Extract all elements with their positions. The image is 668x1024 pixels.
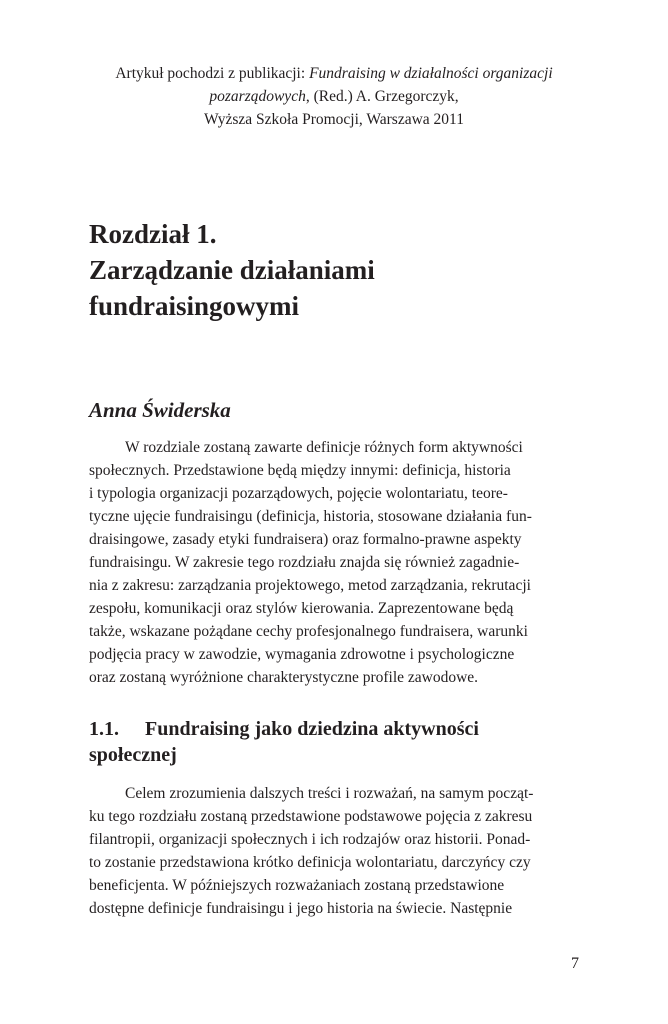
- intro-line: draisingowe, zasady etyki fundraisera) oraz formalno-prawne aspekty: [89, 531, 522, 548]
- section-number: 1.1.: [89, 718, 119, 740]
- chapter-title-line-1: Rozdział 1.: [89, 219, 217, 249]
- chapter-title: [89, 216, 589, 324]
- intro-line: podjęcia pracy w zawodzie, wymagania zdrowotne i psychologiczne: [89, 646, 515, 663]
- intro-line: W rozdziale zostaną zawarte definicje różnych form aktywności: [125, 439, 523, 456]
- intro-line: oraz zostaną wyróżnione charakterystyczne profile zawodowe.: [89, 669, 479, 686]
- body-line: dostępne definicje fundraisingu i jego historia na świecie. Następnie: [89, 900, 513, 917]
- body-line: Celem zrozumienia dalszych treści i rozważań, na samym począt-: [125, 785, 534, 802]
- body-line: to zostanie przedstawiona krótko definicja wolontariatu, darczyńcy czy: [89, 854, 531, 871]
- section-title-part-1: Fundraising jako dziedzina aktywności: [145, 718, 479, 740]
- page-number: 7: [571, 955, 579, 972]
- publication-note: [60, 62, 608, 131]
- body-paragraph: [89, 782, 584, 920]
- author-name: Anna Świderska: [89, 398, 231, 422]
- publication-note-line-3: Wyższa Szkoła Promocji, Warszawa 2011: [204, 111, 464, 128]
- body-line: beneficjenta. W późniejszych rozważaniach zostaną przedstawione: [89, 877, 505, 894]
- publication-editor: , (Red.) A. Grzegorczyk,: [305, 88, 459, 105]
- body-line: ku tego rozdziału zostaną przedstawione podstawowe pojęcia z zakresu: [89, 808, 533, 825]
- intro-line: fundraisingu. W zakresie tego rozdziału znajda się również zagadnie-: [89, 554, 520, 571]
- publication-title-part-1: Fundraising w działalności organizacji: [309, 65, 553, 82]
- intro-line: społecznych. Przedstawione będą między innymi: definicja, historia: [89, 462, 511, 479]
- section-title-part-2: społecznej: [89, 744, 177, 766]
- chapter-title-line-3: fundraisingowymi: [89, 291, 300, 321]
- intro-line: nia z zakresu: zarządzania projektowego, metod zarządzania, rekrutacji: [89, 577, 531, 594]
- section-heading-line-1: [89, 716, 589, 742]
- publication-title-part-2: pozarządowych: [209, 88, 306, 105]
- body-line: filantropii, organizacji społecznych i ich rodzajów oraz historii. Ponad-: [89, 831, 531, 848]
- chapter-title-line-2: Zarządzanie działaniami: [89, 255, 375, 285]
- publication-note-prefix: Artykuł pochodzi z publikacji:: [115, 65, 310, 82]
- intro-line: także, wskazane pożądane cechy profesjonalnego fundraisera, warunki: [89, 623, 528, 640]
- intro-line: tyczne ujęcie fundraisingu (definicja, historia, stosowane działania fun-: [89, 508, 532, 525]
- section-heading: [89, 716, 589, 768]
- intro-line: zespołu, komunikacji oraz stylów kierowania. Zaprezentowane będą: [89, 600, 514, 617]
- publication-note-line-1: [60, 62, 608, 85]
- publication-note-line-2: [60, 85, 608, 108]
- intro-line: i typologia organizacji pozarządowych, pojęcie wolontariatu, teore-: [89, 485, 508, 502]
- intro-paragraph: [89, 436, 584, 689]
